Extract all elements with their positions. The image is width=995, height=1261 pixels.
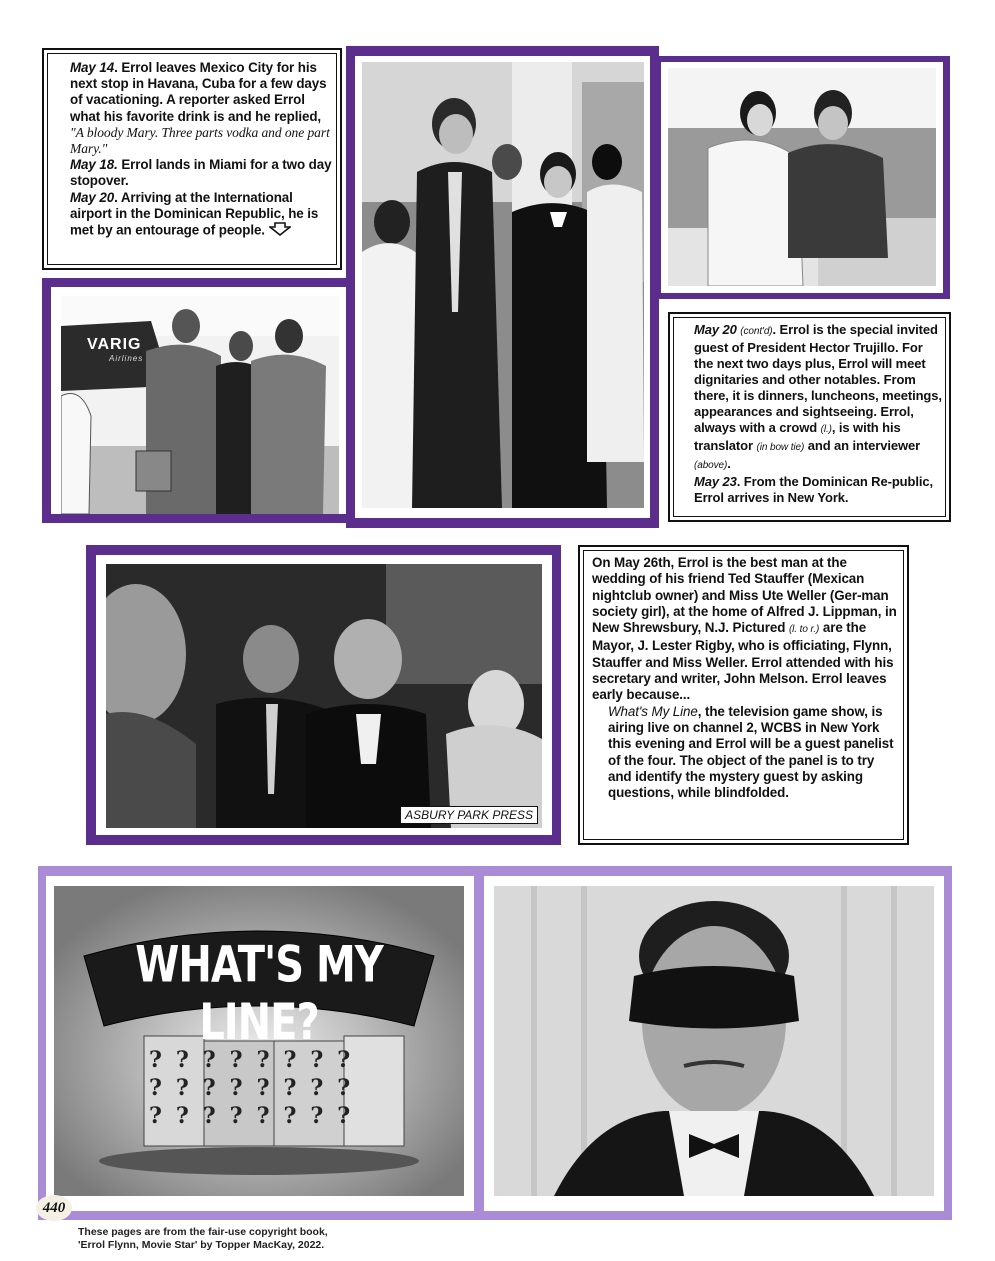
question-marks: ???????? ???????? ????????: [149, 1047, 365, 1129]
text-box-may-14: [42, 48, 342, 270]
date-may-20: May 20: [70, 189, 115, 205]
page-number: 440: [36, 1195, 72, 1221]
photo-airport-arrival: [61, 296, 339, 514]
photo-wedding: [106, 564, 542, 828]
photo-errol-entourage: [362, 62, 644, 508]
event-text: Errol lands in Miami for a two day stopover.: [70, 157, 332, 189]
whats-my-line-logo-text: WHAT'S MY LINE?: [135, 936, 383, 1052]
text-box-may-26: On May 26th, Errol is the best man at the wedding of his friend Ted Stauffer (Mexican nightclub owner) and Miss Ute Weller (Ger-man society girl), at the home of Alfred J. Lippman, in New Shrewsbury, N.J. Pictured (l. to r.) are the Mayor, J. Lester Rigby, who is officiating, Flynn, Stauffer and Miss Weller. Errol attended with his secretary and writer, John Melson. Errol leaves early because... What's My Line, the television game show, is airing live on channel 2, WCBS in New York this evening and Errol will be a guest panelist of the four. The object of the panel is to try and identify the mystery guest by asking questions, while blindfolded.: [578, 545, 909, 845]
event-text: . Arriving at the International airport in the Dominican Republic, he is met by an entourage of people.: [70, 189, 319, 238]
date-may-23: May 23: [694, 474, 737, 489]
down-arrow-icon: [269, 222, 291, 240]
photo-credit: ASBURY PARK PRESS: [400, 806, 538, 824]
date-may-14: May 14: [70, 60, 115, 75]
photo-errol-interview: [668, 68, 936, 286]
photo-errol-blindfolded: [494, 886, 934, 1196]
quote-text: "A bloody Mary. Three parts vodka and one part Mary.": [70, 124, 330, 157]
event-text: . Errol leaves Mexico City for his next stop in Havana, Cuba for a few days of vacationing. A reporter asked Errol what his favorite drink is and he replied,: [70, 60, 327, 124]
date-may-18: May 18.: [70, 157, 118, 173]
text-box-may-20-contd: May 20 (cont'd). Errol is the special invited guest of President Hector Trujillo. For the next two days plus, Errol will meet dignitaries and other notables. From there, it is dinners, luncheons, meetings, appearances and sightseeing. Errol, always with a crowd (l.), is with his translator (in bow tie) and an interviewer (above). May 23. From the Dominican Re-public, Errol arrives in New York.: [668, 312, 951, 522]
varig-sign: VARIG Airlines: [87, 336, 144, 363]
show-title: What's My Line: [608, 703, 698, 719]
photo-whats-my-line-logo: [54, 886, 464, 1196]
footer-note: These pages are from the fair-use copyright book, 'Errol Flynn, Movie Star' by Topper MacKay, 2022.: [78, 1226, 328, 1251]
date-may-20: May 20: [694, 322, 737, 337]
